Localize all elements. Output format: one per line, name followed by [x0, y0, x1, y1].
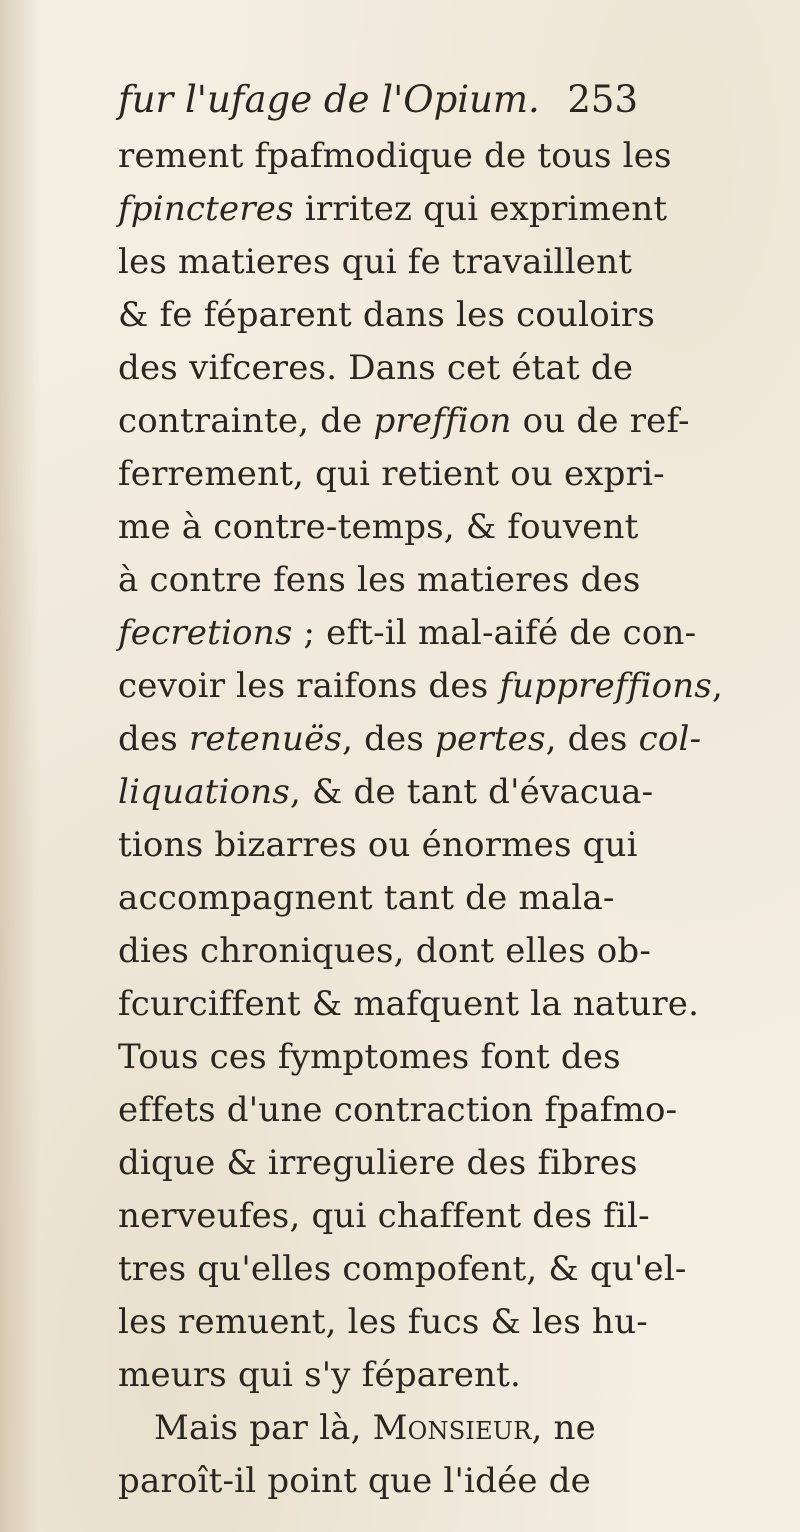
text-line-2: fpincteres irritez qui expriment	[118, 189, 668, 229]
text-line-20: dique & irreguliere des fibres	[118, 1143, 638, 1183]
text-line-22: tres qu'elles compofent, & qu'el-	[118, 1249, 687, 1289]
page-gutter-shadow	[0, 0, 40, 1532]
text-line-21: nerveufes, qui chaffent des fil-	[118, 1196, 650, 1236]
text-line-4: & fe féparent dans les couloirs	[118, 295, 656, 335]
text-line-15: accompagnent tant de mala-	[118, 878, 615, 918]
text-line-19: effets d'une contraction fpafmo-	[118, 1090, 678, 1130]
text-line-8: me à contre-temps, & fouvent	[118, 507, 639, 547]
text-line-26: paroît-il point que l'idée de	[118, 1461, 592, 1501]
page-number: 253	[567, 78, 638, 121]
text-line-1: rement fpafmodique de tous les	[118, 136, 672, 176]
text-line-3: les matieres qui fe travaillent	[118, 242, 633, 282]
text-line-25: Mais par là, Monsieur, ne	[154, 1408, 596, 1448]
text-line-23: les remuent, les fucs & les hu-	[118, 1302, 648, 1342]
text-line-16: dies chroniques, dont elles ob-	[118, 931, 652, 971]
text-line-5: des vifceres. Dans cet état de	[118, 348, 634, 388]
text-line-24: meurs qui s'y féparent.	[118, 1355, 522, 1395]
text-line-12: des retenuës, des pertes, des col-	[118, 719, 702, 759]
text-line-9: à contre fens les matieres des	[118, 560, 641, 600]
text-line-10: fecretions ; eft-il mal-aifé de con-	[118, 613, 697, 653]
text-line-17: fcurciffent & mafquent la nature.	[118, 984, 700, 1024]
text-line-11: cevoir les raifons des fuppreffions,	[118, 666, 724, 706]
text-line-13: liquations, & de tant d'évacua-	[118, 772, 654, 812]
page-header	[118, 74, 638, 130]
running-head: fur l'ufage de l'Opium.	[118, 78, 540, 121]
addressee-small-caps: Monsieur	[372, 1408, 532, 1448]
text-line-6: contrainte, de preffion ou de ref-	[118, 401, 690, 441]
text-line-18: Tous ces fymptomes font des	[118, 1037, 621, 1077]
text-line-7: ferrement, qui retient ou expri-	[118, 454, 665, 494]
body-text	[118, 130, 724, 1508]
text-line-14: tions bizarres ou énormes qui	[118, 825, 638, 865]
